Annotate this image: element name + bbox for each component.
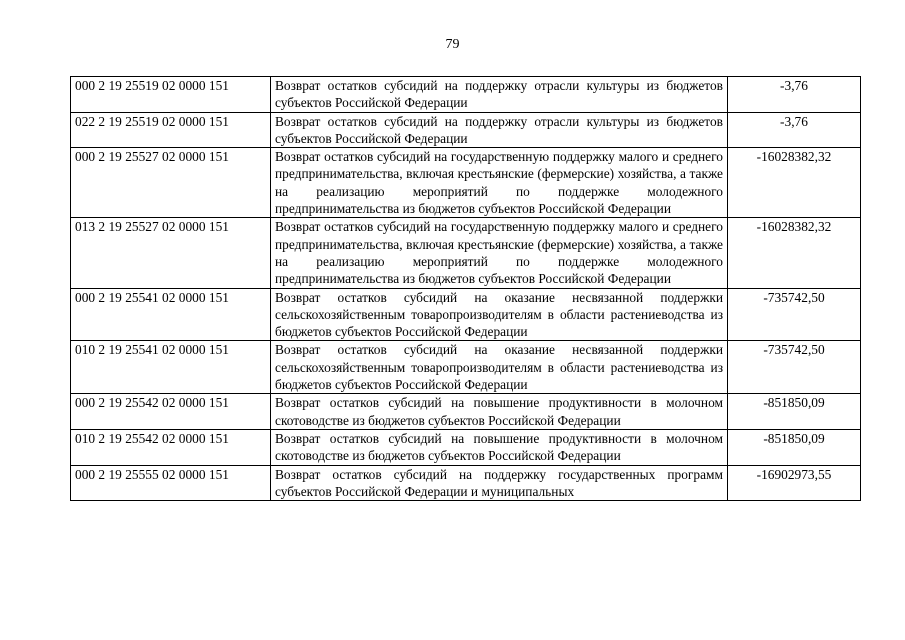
budget-code-cell: 000 2 19 25541 02 0000 151 [71, 288, 271, 341]
amount-cell: -16028382,32 [728, 218, 861, 288]
budget-code-text: 000 2 19 25555 02 0000 151 [75, 466, 229, 482]
budget-code-cell [71, 465, 271, 500]
table-row [71, 465, 861, 500]
description-cell: Возврат остатков субсидий на повышение продуктивности в молочном скотоводстве из бюджетов субъектов Российской Федерации [271, 394, 728, 430]
budget-code-cell: 010 2 19 25541 02 0000 151 [71, 341, 271, 394]
budget-code-cell: 000 2 19 25527 02 0000 151 [71, 148, 271, 218]
description-text: Возврат остатков субсидий на поддержку государственных программ субъектов Российской Федерации и муниципальных [275, 466, 723, 499]
description-cell: Возврат остатков субсидий на государственную поддержку малого и среднего предпринимательства, включая крестьянские (фермерские) хозяйства, а также на реализацию мероприятий по поддержке молодежного предпринимательства из бюджетов субъектов Российской Федерации [271, 218, 728, 288]
amount-cell: -735742,50 [728, 288, 861, 341]
budget-code-cell: 000 2 19 25519 02 0000 151 [71, 77, 271, 113]
description-cell [271, 465, 728, 500]
table-row [71, 394, 861, 430]
amount-text: -16902973,55 [756, 466, 832, 482]
table-row [71, 429, 861, 465]
table-row [71, 148, 861, 218]
budget-code-cell: 010 2 19 25542 02 0000 151 [71, 429, 271, 465]
amount-cell: -735742,50 [728, 341, 861, 394]
amount-cell: -851850,09 [728, 429, 861, 465]
amount-cell: -16028382,32 [728, 148, 861, 218]
budget-table [70, 76, 861, 501]
page-number: 79 [445, 37, 460, 52]
table-row [71, 288, 861, 341]
description-cell: Возврат остатков субсидий на государственную поддержку малого и среднего предпринимательства, включая крестьянские (фермерские) хозяйства, а также на реализацию мероприятий по поддержке молодежного предпринимательства из бюджетов субъектов Российской Федерации [271, 148, 728, 218]
budget-code-cell: 022 2 19 25519 02 0000 151 [71, 112, 271, 148]
description-cell: Возврат остатков субсидий на оказание несвязанной поддержки сельскохозяйственным товаропроизводителям в области растениеводства из бюджетов субъектов Российской Федерации [271, 288, 728, 341]
description-cell: Возврат остатков субсидий на повышение продуктивности в молочном скотоводстве из бюджетов субъектов Российской Федерации [271, 429, 728, 465]
amount-cell: -851850,09 [728, 394, 861, 430]
amount-cell [728, 465, 861, 500]
budget-code-cell: 013 2 19 25527 02 0000 151 [71, 218, 271, 288]
budget-code-cell: 000 2 19 25542 02 0000 151 [71, 394, 271, 430]
table-row [71, 77, 861, 113]
table-row [71, 112, 861, 148]
amount-cell: -3,76 [728, 112, 861, 148]
description-cell: Возврат остатков субсидий на поддержку отрасли культуры из бюджетов субъектов Российской Федерации [271, 112, 728, 148]
amount-cell: -3,76 [728, 77, 861, 113]
table-row [71, 218, 861, 288]
description-cell: Возврат остатков субсидий на оказание несвязанной поддержки сельскохозяйственным товаропроизводителям в области растениеводства из бюджетов субъектов Российской Федерации [271, 341, 728, 394]
table-row [71, 341, 861, 394]
description-cell: Возврат остатков субсидий на поддержку отрасли культуры из бюджетов субъектов Российской Федерации [271, 77, 728, 113]
